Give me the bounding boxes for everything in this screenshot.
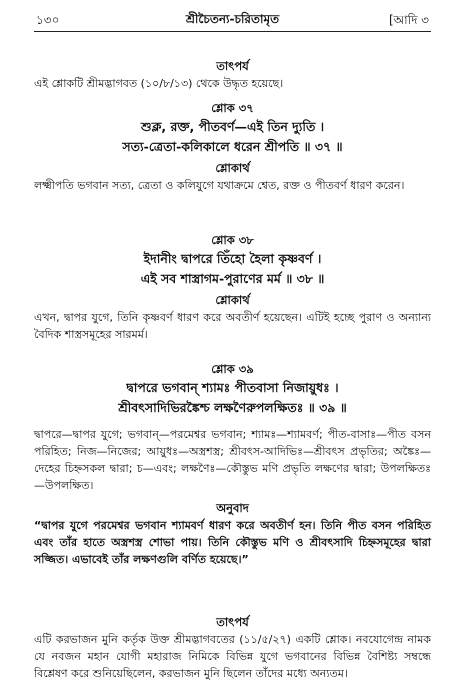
purport-heading: তাৎপর্য: [216, 59, 249, 73]
translation-heading: শ্লোকার্থ: [215, 161, 250, 175]
verse-heading: শ্লোক ৩৯: [211, 362, 254, 376]
page-header: [36, 8, 429, 30]
chapter-reference: [আদি ৩: [388, 13, 429, 27]
translation-heading: শ্লোকার্থ: [215, 293, 250, 307]
verse-heading: শ্লোক ৩৮: [211, 233, 254, 247]
verse-line-1: দ্বাপরে ভগবান্ শ্যামঃ পীতবাসা নিজায়ুধঃ ।: [126, 380, 339, 395]
header-rule: [34, 31, 431, 32]
translation-text: এখন, দ্বাপর যুগে, তিনি কৃষ্ণবর্ণ ধারণ করে অবতীর্ণ হয়েছেন। এটিই হচ্ছে পুরাণ ও অন্যান্য বৈদিক শাস্ত্রসমূহের সারমর্ম।: [34, 311, 431, 341]
translation-text: “দ্বাপর যুগে পরমেশ্বর ভগবান শ্যামবর্ণ ধারণ করে অবতীর্ণ হন। তিনি পীত বসন পরিহিত এবং তাঁর হাতে অস্ত্রশস্ত্র শোভা পায়। তিনি কৌস্তুভ মণি ও শ্রীবৎসাদি চিহ্নসমূহের দ্বারা সজ্জিত। এভাবেই তাঁর লক্ষণগুলি বর্ণিত হয়েছে।”: [34, 519, 431, 566]
purport-text: এই শ্লোকটি শ্রীমদ্ভাগবত (১০/৮/১৩) থেকে উদ্ধৃত হয়েছে।: [34, 77, 284, 90]
page-number: ১৩০: [36, 13, 60, 27]
section-purport-1: [34, 58, 431, 92]
synonyms-text: দ্বাপরে—দ্বাপর যুগে; ভগবান্—পরমেশ্বর ভগবান; শ্যামঃ—শ্যামবর্ণ; পীত-বাসাঃ—পীত বসন পরিহিত; নিজ—নিজের; আয়ুধঃ—অস্ত্রশস্ত্র; শ্রীবৎস-আদিভিঃ—শ্রীবৎস প্রভৃতির; অঙ্কৈঃ—দেহের চিহ্নসকল দ্বারা; চ—এবং; লক্ষণৈঃ—কৌস্তুভ মণি প্রভৃতি লক্ষণের দ্বারা; উপলক্ষিতঃ—উপলক্ষিত।: [34, 428, 431, 492]
verse-line-2: শ্রীবৎসাদিভিরঙ্কৈশ্চ লক্ষণৈরুপলক্ষিতঃ ॥ ৩৯ ॥: [118, 400, 347, 415]
section-purport-2: [34, 614, 431, 682]
section-verse-39: [34, 361, 431, 568]
verse-line-2: সত্য-ত্রেতা-কলিকালে ধরেন শ্রীপতি ॥ ৩৭ ॥: [122, 139, 343, 154]
book-title: শ্রীচৈতন্য-চরিতামৃত: [185, 12, 280, 26]
verse-line-1: শুক্ল, রক্ত, পীতবর্ণ—এই তিন দ্যুতি ।: [140, 119, 325, 134]
purport-text: এটি করভাজন মুনি কর্তৃক উক্ত শ্রীমদ্ভাগবতের (১১/৫/২৭) একটি শ্লোক। নবযোগেন্দ্র নামক যে নবজন মহান যোগী মহারাজ নিমিকে বিভিন্ন যুগে ভগবানের বিভিন্ন বৈশিষ্ট্য সম্বন্ধে বিশ্লেষণ করে শুনিয়েছিলেন, করভাজন মুনি ছিলেন তাঁদের মধ্যে অন্যতম।: [34, 633, 431, 680]
section-verse-38: [34, 232, 431, 343]
verse-heading: শ্লোক ৩৭: [211, 101, 254, 115]
purport-heading: তাৎপর্য: [216, 615, 249, 629]
verse-line-2: এই সব শাস্ত্রাগম-পুরাণের মর্ম ॥ ৩৮ ॥: [140, 271, 325, 286]
translation-text: লক্ষ্মীপতি ভগবান সত্য, ত্রেতা ও কলিযুগে যথাক্রমে শ্বেত, রক্ত ও পীতবর্ণ ধারণ করেন।: [34, 179, 405, 192]
verse-line-1: ইদানীং দ্বাপরে তিঁহো হৈলা কৃষ্ণবর্ণ ।: [143, 251, 322, 266]
section-verse-37: [34, 100, 431, 194]
translation-heading: অনুবাদ: [216, 501, 249, 515]
